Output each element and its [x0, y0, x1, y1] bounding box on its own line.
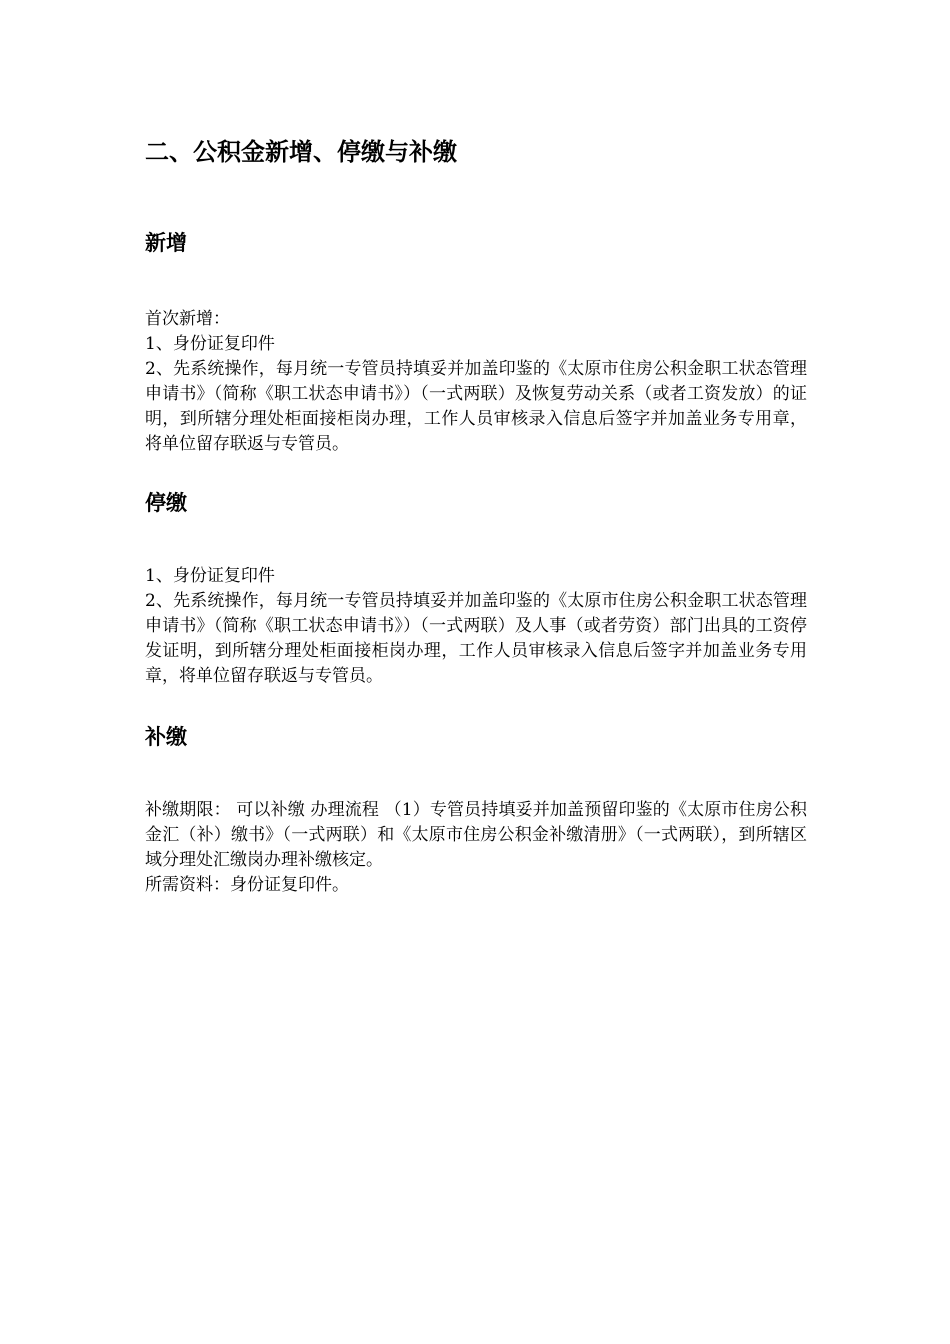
section-heading-supplement: 补缴: [145, 724, 187, 749]
paragraph: 2、先系统操作，每月统一专管员持填妥并加盖印鉴的《太原市住房公积金职工状态管理申请书》（简称《职工状态申请书》）（一式两联）及人事（或者劳资）部门出具的工资停发证明，到所辖分理处柜面接柜岗办理，工作人员审核录入信息后签字并加盖业务专用章，将单位留存联返与专管员。: [145, 591, 807, 686]
paragraph: 2、先系统操作，每月统一专管员持填妥并加盖印鉴的《太原市住房公积金职工状态管理申请书》（简称《职工状态申请书》）（一式两联）及恢复劳动关系（或者工资发放）的证明，到所辖分理处柜面接柜岗办理，工作人员审核录入信息后签字并加盖业务专用章，将单位留存联返与专管员。: [145, 359, 807, 454]
paragraph: 1、身份证复印件: [145, 334, 275, 354]
paragraph: 首次新增：: [145, 309, 230, 329]
section-body-stop: [145, 564, 807, 689]
section-body-supplement: [145, 798, 807, 898]
paragraph: 所需资料：身份证复印件。: [145, 875, 349, 895]
page-title: 二、公积金新增、停缴与补缴: [145, 137, 457, 166]
section-heading-stop: 停缴: [145, 490, 187, 515]
paragraph: 补缴期限： 可以补缴 办理流程 （1）专管员持填妥并加盖预留印鉴的《太原市住房公积金汇（补）缴书》（一式两联）和《太原市住房公积金补缴清册》（一式两联），到所辖区域分理处汇缴岗办理补缴核定。: [145, 800, 807, 870]
paragraph: 1、身份证复印件: [145, 566, 275, 586]
section-body-new: [145, 307, 807, 457]
section-heading-new: 新增: [145, 230, 187, 255]
